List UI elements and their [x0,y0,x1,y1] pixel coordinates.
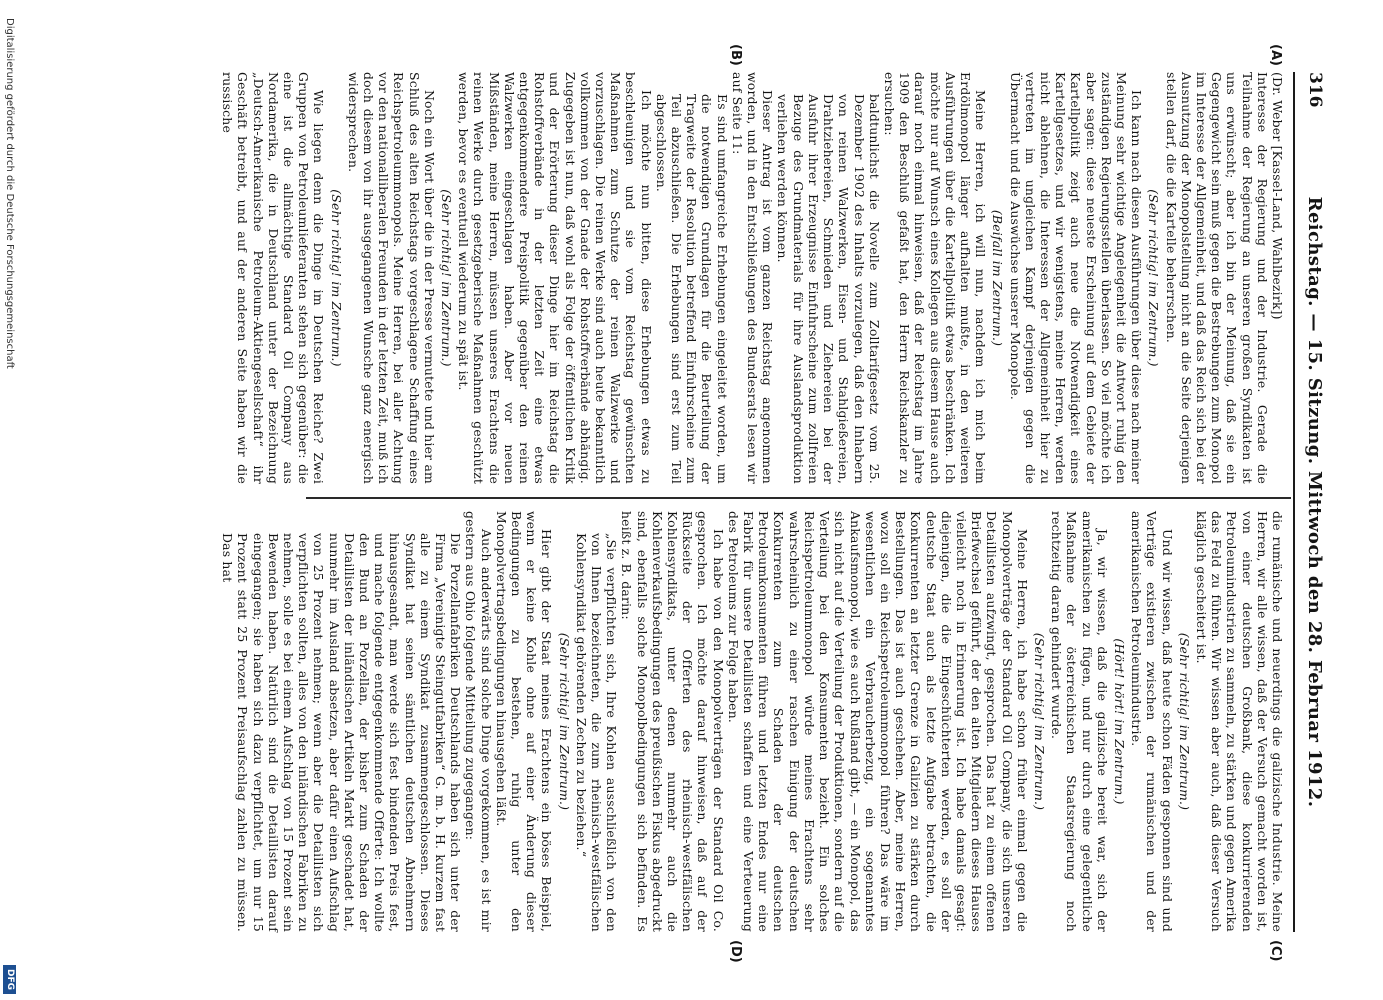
paragraph: Ich habe von den Monopolverträgen der Standard Oil Co. gesprochen. Ich möchte darauf hinweisen, daß auf der Rückseite der Offerten des rheinisch-westfälischen Kohlensyndikats, unter denen nunmehr auch die Kohlenverkaufsbedingungen des preußischen Fiskus abgedruckt sind, ebenfalls solche Monopolbedingungen sich befinden. Es heißt z. B. darin: [619,511,726,932]
column-divider [306,497,1291,499]
applause-note: (Sehr richtig! im Zentrum.) [556,632,572,811]
paragraph: Ich möchte nun bitten, diese Erhebungen etwas zu beschleunigen und sie vom Reichstag gewünschten Maßnahmen zum Schutze der reinen Walzwerke und vorzuschlagen. Die reinen Werke sind auch heute bekanntlich vollkommen von der Gnade der Rohstoffverbände abhängig. Zugegeben ist nun, daß wohl als Folge der öffentlichen Kritik und der Erörterung dieser Dinge hier im Reichstag die Rohstoffverbände in der letzten Zeit eine etwas entgegenkommendere Preispolitik gegenüber den reinen Walzwerken eingeschlagen haben. Aber vor neuen Mißständen, meine Herren, müssen unseres Erachtens die reinen Werke durch gesetzgeberische Maßnahmen geschützt werden, bevor es eventuell wiederum zu spät ist. [456,72,654,484]
paragraph: Und wir wissen, daß heute schon Fäden gesponnen sind und Verträge existieren zwischen der rumänischen und der amerikanischen Petroleumindustrie. [1129,511,1175,932]
paragraph: Dieser Antrag ist vom ganzen Reichstag angenommen worden, und in den Entschließungen des Bundesrats lesen wir auf Seite 11: [729,72,776,484]
dfg-logo: DFG [3,965,16,994]
page-number: 316 [1305,72,1325,108]
margin-mark-c: (C) [1268,940,1283,962]
paragraph: Wie liegen denn die Dinge im Deutschen Reiche? Zwei Gruppen von Petroleumlieferanten stehen sich gegenüber: die eine ist die allmächtige Standard Oil Company aus Nordamerika, die in Deutschland unter der Bezeichnung „Deutsch-Amerikanische Petroleum-Aktiengesellschaft“ ihr Geschäft betreibt, und auf der anderen Seite haben wir die russische [220,72,327,484]
quoted-conditions: „Sie verpflichten sich, Ihre Kohlen ausschließlich von den von Ihnen bezeichneten, die zum rheinisch-westfälischen Kohlensyndikat gehörenden Zechen zu beziehen.“ [573,533,620,932]
paragraph: Meine Herren, ich habe schon früher einmal gegen die Monopolverträge der Standard Oil Company, die sich unseren Detaillisten aufzwingt, gesprochen. Das hat zu einem offenen Briefwechsel geführt, der den alten Mitgliedern dieses Hauses vielleicht noch in Erinnerung ist. Ich habe damals gesagt: diejenigen, die die Eingeschüchterten werden, es soll der deutsche Staat auch als letzte Aufgabe betrachten, die Konkurrenten an letzter Grenze in Galizien zu stärken durch Bestellungen. Das ist auch geschehen. Aber, meine Herren, wozu soll ein Reichspetroleummonopol führen? Das wäre im wesentlichen ein Verbraucherbezug, ein sogenanntes Ankaufsmonopol, wie es auch Rußland gibt, — ein Monopol, das sich nicht auf die Verteilung der Produktionen, sondern auf die Verteilung bei den Konsumenten bezieht. Ein solches Reichspetroleummonopol würde meines Erachtens sehr wahrscheinlich zu einer raschen Einigung der deutschen Konkurrenten zum Schaden der deutschen Petroleumkonsumenten führen und letzten Endes nur eine Fabrik für unsere Detaillisten schaffen und eine Verteuerung des Petroleums zur Folge haben. [725,511,1030,932]
page-header [1297,72,1325,932]
paragraph: Hier gibt der Staat meines Erachtens ein böses Beispiel, wenn er keine Kohle ohne auf einer Änderung dieser Bedingungen zu bestehen, ruhig unter den Monopolvertragsbedingungen hinausgehen läßt. [493,511,555,932]
funding-note: Digitalisierung gefördert durch die Deutsche Forschungsgemeinschaft [4,18,15,369]
paragraph: Ja, wir wissen, daß die galizische bereit war, sich der amerikanischen zu fügen, und nur durch eine gelegentliche Maßnahme der österreichischen Staatsregierung noch rechtzeitig daran gehindert wurde. [1049,511,1110,932]
margin-mark-a: (A) [1268,44,1283,66]
page-title: Reichstag. — 15. Sitzung. Mittwoch den 28. Februar 1912. [1304,196,1325,808]
quoted-resolution: baldtunlichst die Novelle zum Zolltarifgesetz vom 25. Dezember 1902 des Inhalts vorzulegen, daß den Inhabern von reinen Walzwerken, Eisen- und Stahlgießereien, Drahtziehereien, Schmieden und Ziehereien bei der Ausfuhr ihrer Erzeugnisse Einfuhrscheine zum zollfreien Bezuge des Grundmaterials für ihre Auslandsproduktion verliehen werden können. [775,94,882,484]
applause-note: (Beifall im Zentrum.) [990,209,1006,347]
margin-mark-d: (D) [728,940,743,963]
paragraph: die rumänische und neuerdings die galizische Industrie. Meine Herren, wir alle wissen, daß der Versuch gemacht worden ist, von einer deutschen Großbank, diese konkurrierenden Petroleumindustrien zu sammeln, zu stärken und gegen Amerika das Feld zu führen. Wir wissen aber auch, daß dieser Versuch kläglich gescheitert ist. [1193,511,1285,932]
paragraph: Auch anderwärts sind solche Dinge vorgekommen, es ist mir gestern aus Ohio folgende Mitteilung zugegangen: [463,511,494,932]
right-column [220,511,1285,932]
margin-mark-b: (B) [728,44,743,66]
applause-note: (Sehr richtig! im Zentrum.) [439,189,455,367]
applause-note: (Sehr richtig! im Zentrum.) [1146,189,1162,367]
applause-note: (Sehr richtig! im Zentrum.) [1176,632,1192,811]
applause-note: (Sehr richtig! im Zentrum.) [1031,632,1047,811]
digitization-footer [0,0,18,1000]
header-rule [1293,72,1295,932]
speaker-label: (Dr. Weber [Kassel-Land, Wahlbezirk]) [1270,72,1285,320]
paragraph: Ich kann nach diesen Ausführungen über diese nach meiner Meinung sehr wichtige Angelegenheit die Antwort ruhig den zuständigen Regierungsstellen überlassen. So viel möchte ich aber sagen: diese neueste Erscheinung auf dem Gebiete der Kartellpolitik zeigt auch neue die Notwendigkeit eines Kartellgesetzes, und wir wenigstens, meine Herren, werden nicht ablehnen, die Interessen der Allgemeinheit hier zu vertreten im ungleichen Kampf derjenigen gegen die Übermacht und die Auswüchse unserer Monopole. [1007,72,1145,484]
paragraph: Noch ein Wort über die in der Presse vermutete und hier am Schluß des alten Reichstags vorgeschlagene Schaffung eines Reichspetroleummonopols. Meine Herren, bei aller Achtung vor den nationalliberalen Freunden in der letzten Zeit, muß ich doch diesem von ihr ausgegangenen Wunsche ganz energisch widersprechen. [345,72,437,484]
paragraph: Meine Herren, ich will nun, nachdem ich mich beim Erdölmonopol länger aufhalten mußte, in den weiteren Ausführungen über die Kartellpolitik etwas beschränken. Ich möchte nur auf Wunsch eines Kollegen aus diesem Hause auch darauf noch einmal hinweisen, daß der Reichstag im Jahre 1909 den Beschluß gefaßt hat, den Herrn Reichskanzler zu ersuchen: [881,72,989,484]
applause-note: (Hört! hört! im Zentrum.) [1111,638,1127,805]
paragraph: Interesse der Regierung und der Industrie. Gerade die Teilnahme der Regierung an unseren großen Syndikaten ist uns erwünscht; aber ich bin der Meinung, daß sie ein Gegengewicht sein muß gegen die Bestrebungen zum Monopol im Interesse der Allgemeinheit, und daß das Reich sich bei der Ausnutzung der Monopolstellung nicht an die Seite derjenigen stellen darf, die die Kartelle beherrschen. [1163,72,1270,484]
applause-note: (Sehr richtig! im Zentrum.) [328,189,344,367]
quoted-report: Es sind umfangreiche Erhebungen eingeleitet worden, um die notwendigen Grundlagen für die Beurteilung der Tragweite der Resolution betreffend Einfuhrscheine zum Teil abzuschließen. Die Erhebungen sind erst zum Teil abgeschlossen. [653,94,730,484]
quoted-letter: Die Porzellanfabriken Deutschlands haben sich unter der Firma „Vereinigte Steingutfabriken“ G. m. b. H. kurzem fast alle zu einem Syndikat zusammengeschlossen. Dieses Syndikat hat seinen sämtlichen deutschen Abnehmern hinausgesandt, man werde sich fest bindenden Preis fest, und mache folgende entgegenkommende Offerte: Ich wollte den Bund an Porzellan, der bisher zum Schaden der Detaillisten der inländischen Artikeln Markt geschadet hat, nunmehr im Ausland absetzen, aber dafür einen Aufschlag von 25 Prozent nehmen; wenn aber die Detaillisten sich verpflichten sollten, alles von den inländischen Fabriken zu nehmen, solle es bei einem Aufschlag von 15 Prozent sein Bewenden haben. Natürlich sind die Detaillisten darauf eingegangen; sie haben sich dazu verpflichtet, um nur 15 Prozent statt 25 Prozent Preisaufschlag zahlen zu müssen. Das hat [220,533,464,932]
left-column [220,72,1285,484]
